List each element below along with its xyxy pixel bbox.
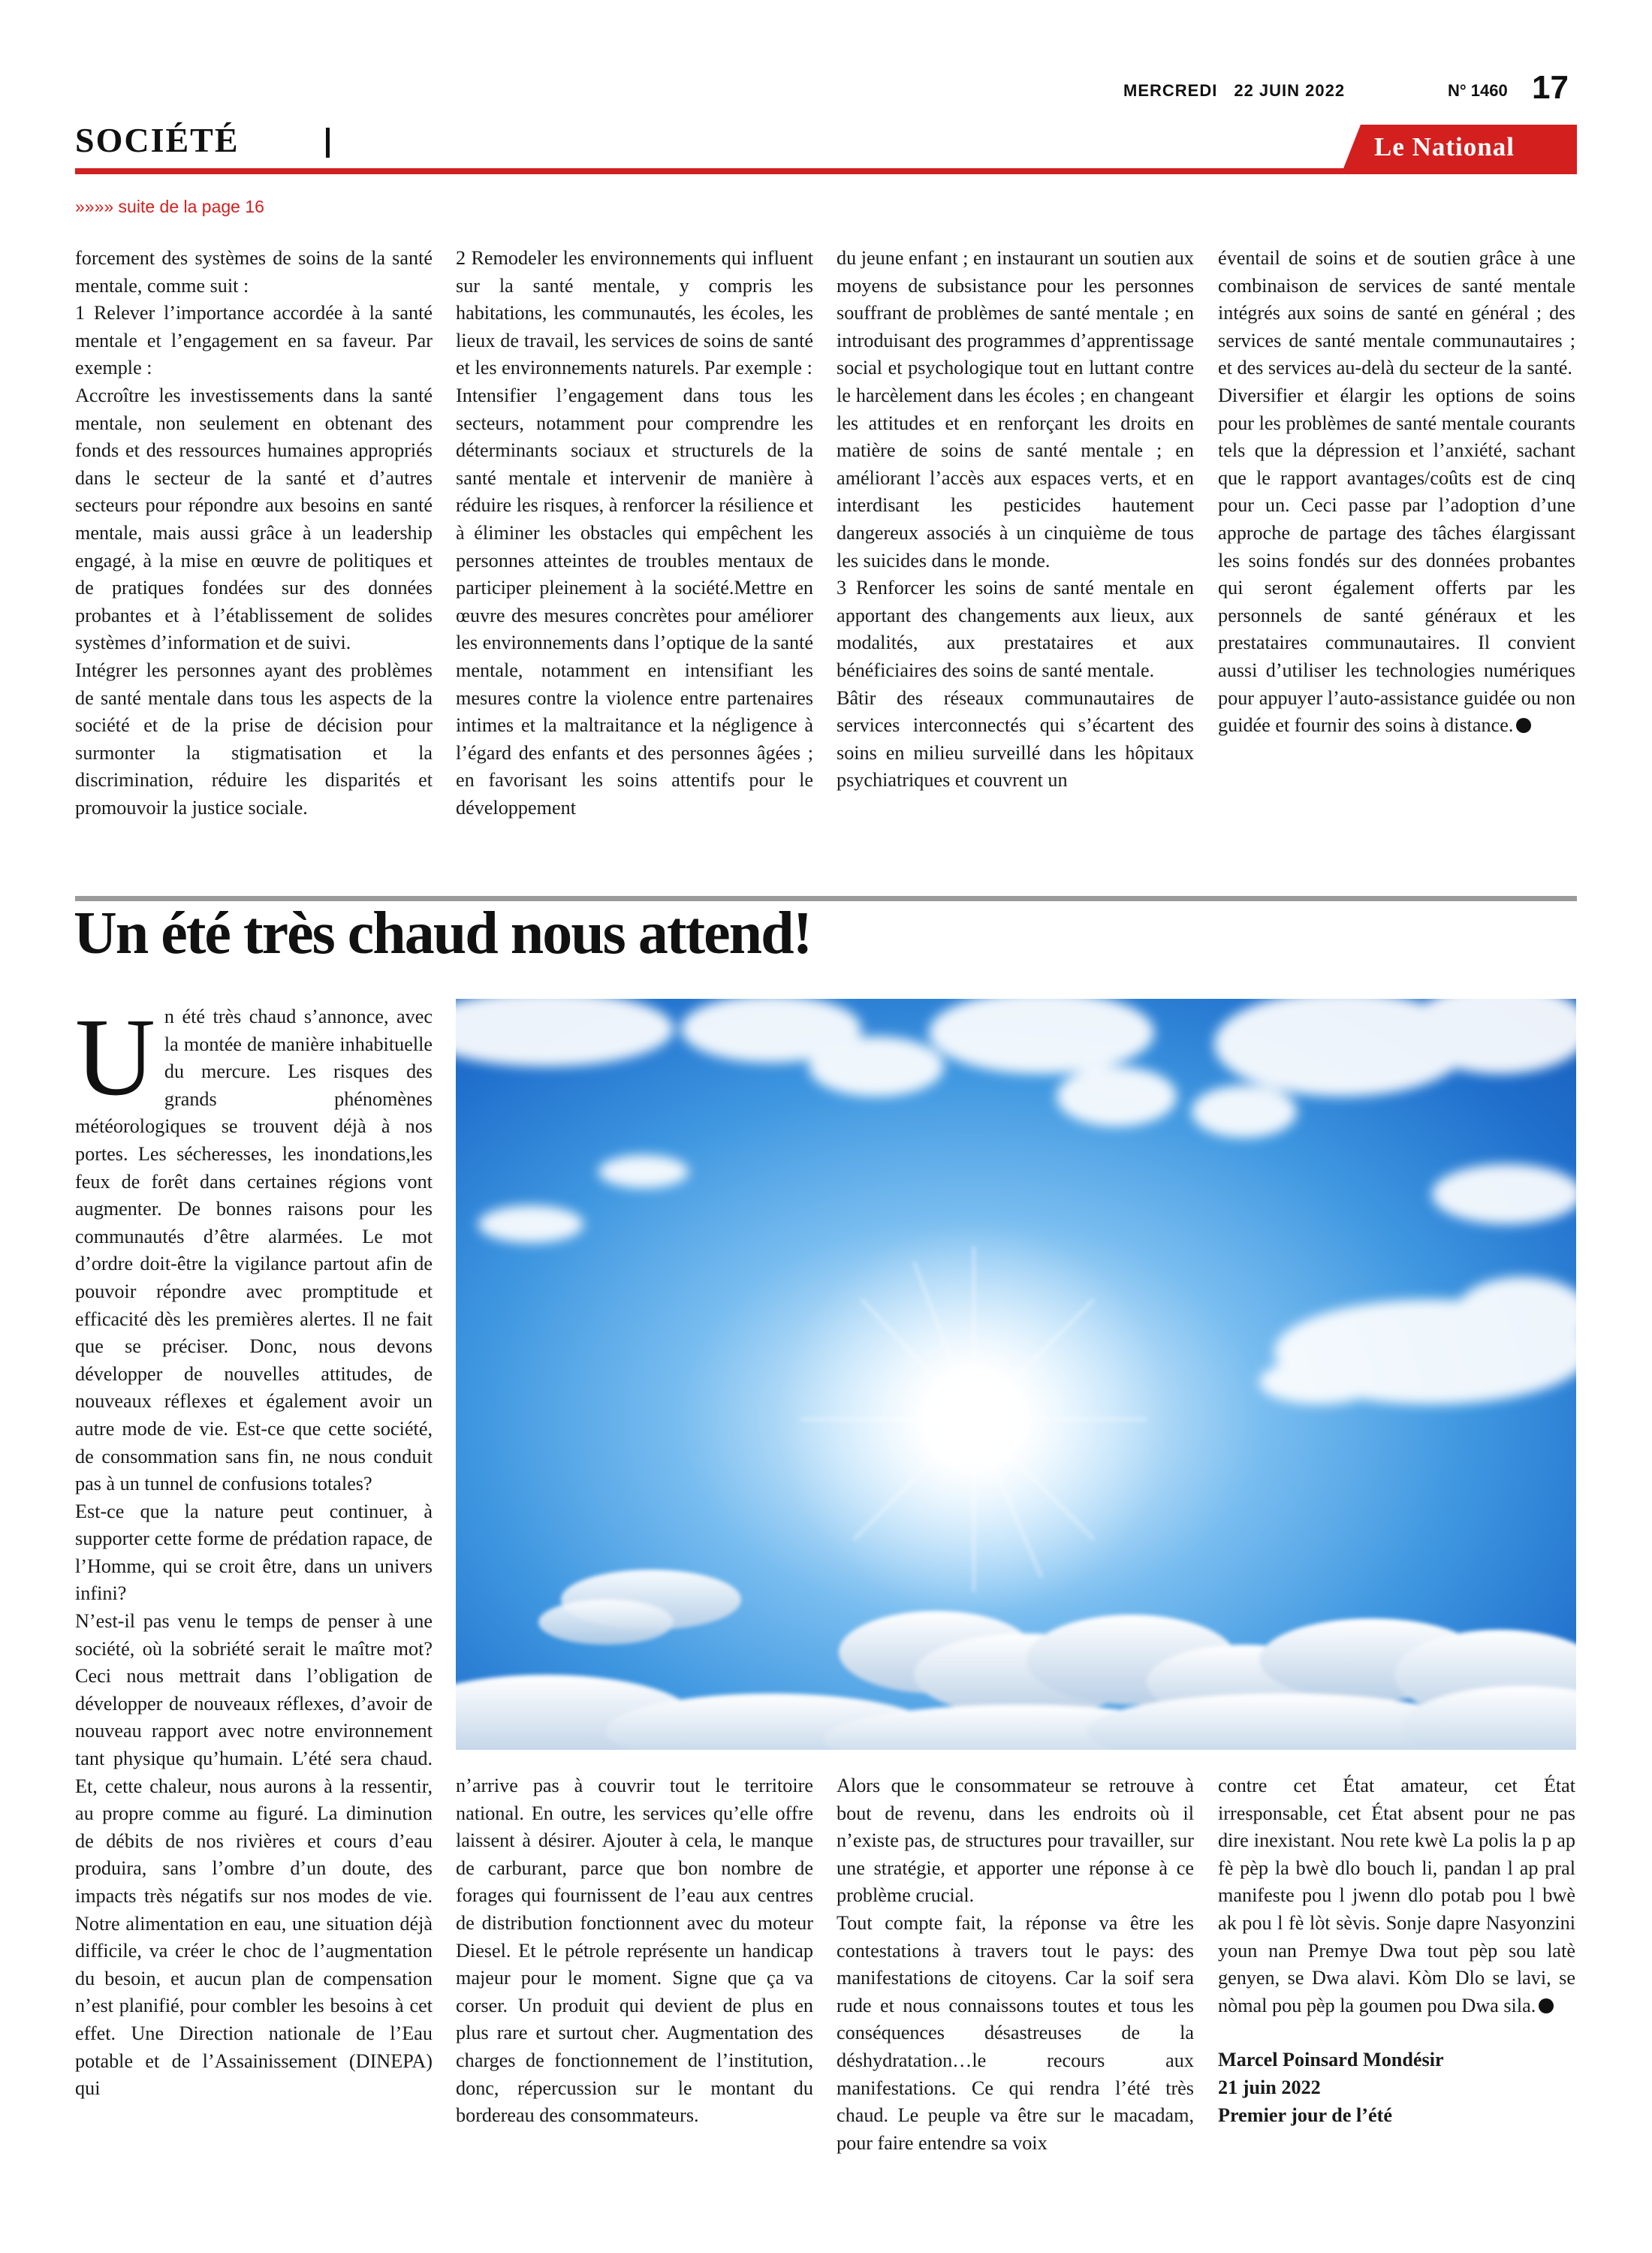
end-of-article-dot-icon: [1539, 1998, 1554, 2013]
paragraph: Bâtir des réseaux communautaires de services interconnectés qui s’écartent des soins en milieu surveillé dans les hôpitaux psychiatriques et couvrent un: [837, 686, 1194, 792]
drop-cap: U: [75, 996, 155, 1119]
paragraph: Intensifier l’engagement dans tous les secteurs, notamment pour comprendre les déterminants sociaux et structurels de la santé mentale et intervenir de manière à réduire les risques, à renforcer la résilience et à éliminer les obstacles qui empêchent les personnes atteintes de troubles mentaux de participer pleinement à la société.Mettre en œuvre des mesures concrètes pour améliorer les environnements dans l’optique de la santé mentale, notamment en intensifiant les mesures contre la violence entre partenaires intimes et la maltraitance et la négligence à l’égard des enfants et des personnes âgées ; en favorisant les soins attentifs pour le développement: [456, 384, 813, 819]
top-article-column-2: [456, 245, 813, 822]
continued-from-link[interactable]: »»»» suite de la page 16: [75, 197, 264, 216]
paragraph: contre cet État amateur, cet État irresponsable, cet État absent pour ne pas dire inexistant. Nou rete kwè La polis la p ap fè pèp la bwè dlo bouch li, pandan l ap pral manifeste pou l jwenn dlo potab pou l bwè ak pou l fè lòt sèvis. Sonje dapre Nasyonzini youn nan Premye Dwa tout pèp sou latè genyen, se Dwa alavi. Kòm Dlo se lavi, se nòmal pou pèp la goumen pou Dwa sila.: [1218, 1775, 1575, 2016]
paragraph: du jeune enfant ; en instaurant un soutien aux moyens de subsistance pour les personnes souffrant de problèmes de santé mentale ; en introduisant des programmes d’apprentissage social et psychologique tout en luttant contre le harcèlement dans les écoles ; en changeant les attitudes et en renforçant les droits en matière de soins de santé mentale ; en améliorant l’accès aux espaces verts, et en interdisant les pesticides hautement dangereux associés à un cinquième de tous les suicides dans le monde.: [837, 247, 1194, 572]
issue-number: N° 1460: [1448, 81, 1508, 100]
paragraph: éventail de soins et de soutien grâce à une combinaison de services de santé mentale intégrés aux soins de santé en général ; des services de santé mentale communautaires ; et des services au-delà du secteur de la santé.: [1218, 247, 1575, 379]
main-article-column-2: [456, 1772, 813, 2130]
paragraph: Accroître les investissements dans la santé mentale, non seulement en obtenant des fonds et des ressources humaines appropriés dans le secteur de la santé et d’autres secteurs pour répondre aux besoins en santé mentale, mais aussi grâce à un leadership engagé, à la mise en œuvre de politiques et de pratiques fondées sur des données probantes et à l’établissement de solides systèmes d’information et de suivi.: [75, 384, 433, 654]
paragraph: 2 Remodeler les environnements qui influent sur la santé mentale, y compris les habitations, les communautés, les écoles, les lieux de travail, les services de soins de santé et les environnements naturels. Par exemple :: [456, 247, 813, 379]
spacer: [1218, 2019, 1575, 2046]
paragraph: forcement des systèmes de soins de la santé mentale, comme suit :: [75, 247, 433, 297]
top-article-column-1: [75, 245, 433, 822]
top-article-column-4: [1218, 245, 1575, 740]
sunny-sky-photo: [456, 999, 1576, 1750]
paragraph: n’arrive pas à couvrir tout le territoire national. En outre, les services qu’elle offre laissent à désirer. Ajouter à cela, le manque de carburant, parce que bon nombre de forages qui fournissent de l’eau aux centres de distribution fonctionnent avec du moteur Diesel. Et le pétrole représente un handicap majeur pour le moment. Signe que ça va corser. Un produit qui devient de plus en plus rare et surtout cher. Augmentation des charges de fonctionnement de l’institution, donc, répercussion sur le montant du bordereau des consommateurs.: [456, 1775, 813, 2127]
paragraph: 3 Renforcer les soins de santé mentale en apportant des changements aux lieux, aux modalités, aux prestataires et aux bénéficiaires des soins de santé mentale.: [837, 577, 1194, 681]
end-of-article-dot-icon: [1516, 718, 1531, 733]
paragraph: Alors que le consommateur se retrouve à bout de revenu, dans les endroits où il n’existe pas, de structures pour travailler, sur une stratégie, et apporter une réponse à ce problème crucial.: [837, 1775, 1194, 1907]
lead-paragraph: Un été très chaud s’annonce, avec la montée de manière inhabituelle du mercure. Les risques des grands phénomènes météorologiques se trouvent déjà à nos portes. Les sécheresses, les inondations,les feux de forêt dans certaines régions vont augmenter. De bonnes raisons pour les communautés d’être alarmées. Le mot d’ordre doit-être la vigilance partout afin de pouvoir répondre avec promptitude et efficacité dès les premières alertes. Il ne fait que se préciser. Donc, nous devons développer de nouvelles attitudes, de nouveaux réflexes et également avoir un autre mode de vie. Est-ce que cette société, de consommation sans fin, ne nous conduit pas à un tunnel de confusions totales?: [75, 996, 433, 1495]
paragraph: Tout compte fait, la réponse va être les contestations à travers tout le pays: des manifestations de citoyens. Car la soif sera rude et nous connaissons toutes et tous les conséquences désastreuses de la déshydratation…le recours aux manifestations. Ce qui rendra l’été très chaud. Le peuple va être sur le macadam, pour faire entendre sa voix: [837, 1911, 1194, 2154]
section-divider: [326, 128, 330, 158]
top-article-column-3: [837, 245, 1194, 795]
author-name: Marcel Poinsard Mondésir: [1218, 2049, 1444, 2071]
paragraph: Est-ce que la nature peut continuer, à supporter cette forme de prédation rapace, de l’Homme, qui se croit être, dans un univers infini?: [75, 1500, 433, 1605]
main-article-column-4: [1218, 1772, 1575, 2129]
sky-illustration: [456, 999, 1576, 1750]
article-headline: Un été très chaud nous attend!: [74, 900, 812, 967]
paragraph: 1 Relever l’importance accordée à la santé mentale et l’engagement en sa faveur. Par exemple :: [75, 302, 433, 379]
main-article-column-3: [837, 1772, 1194, 2157]
paragraph: Diversifier et élargir les options de soins pour les problèmes de santé mentale courants tels que la dépression et l’anxiété, sachant que le rapport avantages/coûts est de cinq pour un. Ceci passe par l’adoption d’une approche de partage des tâches élargissant les soins fondés sur des données probantes qui seront également offerts par les personnels de santé généraux et les prestataires communautaires. Il convient aussi d’utiliser les technologies numériques pour appuyer l’auto-assistance guidée ou non guidée et fournir des soins à distance.: [1218, 384, 1575, 737]
section-title: SOCIÉTÉ: [75, 121, 240, 159]
paragraph: Intégrer les personnes ayant des problèmes de santé mentale dans tous les aspects de la société et de la prise de décision pour surmonter la stigmatisation et la discrimination, réduire les disparités et promouvoir la justice sociale.: [75, 659, 433, 819]
signature-date: 21 juin 2022: [1218, 2076, 1321, 2098]
page-number: 17: [1532, 69, 1569, 106]
signature-note: Premier jour de l’été: [1218, 2104, 1392, 2126]
paragraph: N’est-il pas venu le temps de penser à une société, où la sobriété serait le maître mot? Ceci nous mettrait dans l’obligation de développer de nouveaux réflexes, d’avoir de nouveau rapport avec notre environnement tant physique qu’humain. L’été sera chaud. Et, cette chaleur, nous aurons à la ressentir, au propre comme au figuré. La diminution de débits de nos rivières et cours d’eau produira, sans l’ombre d’un doute, des impacts très négatifs sur nos modes de vie. Notre alimentation en eau, une situation déjà difficile, va créer le choc de l’augmentation du besoin, et aucun plan de compensation n’est planifié, pour combler les besoins à cet effet. Une Direction nationale de l’Eau potable et de l’Assainissement (DINEPA) qui: [75, 1610, 433, 2100]
brand-name: Le National: [1374, 132, 1515, 161]
issue-date: MERCREDI 22 JUIN 2022: [1123, 81, 1346, 100]
main-article-column-1: [75, 996, 433, 2103]
